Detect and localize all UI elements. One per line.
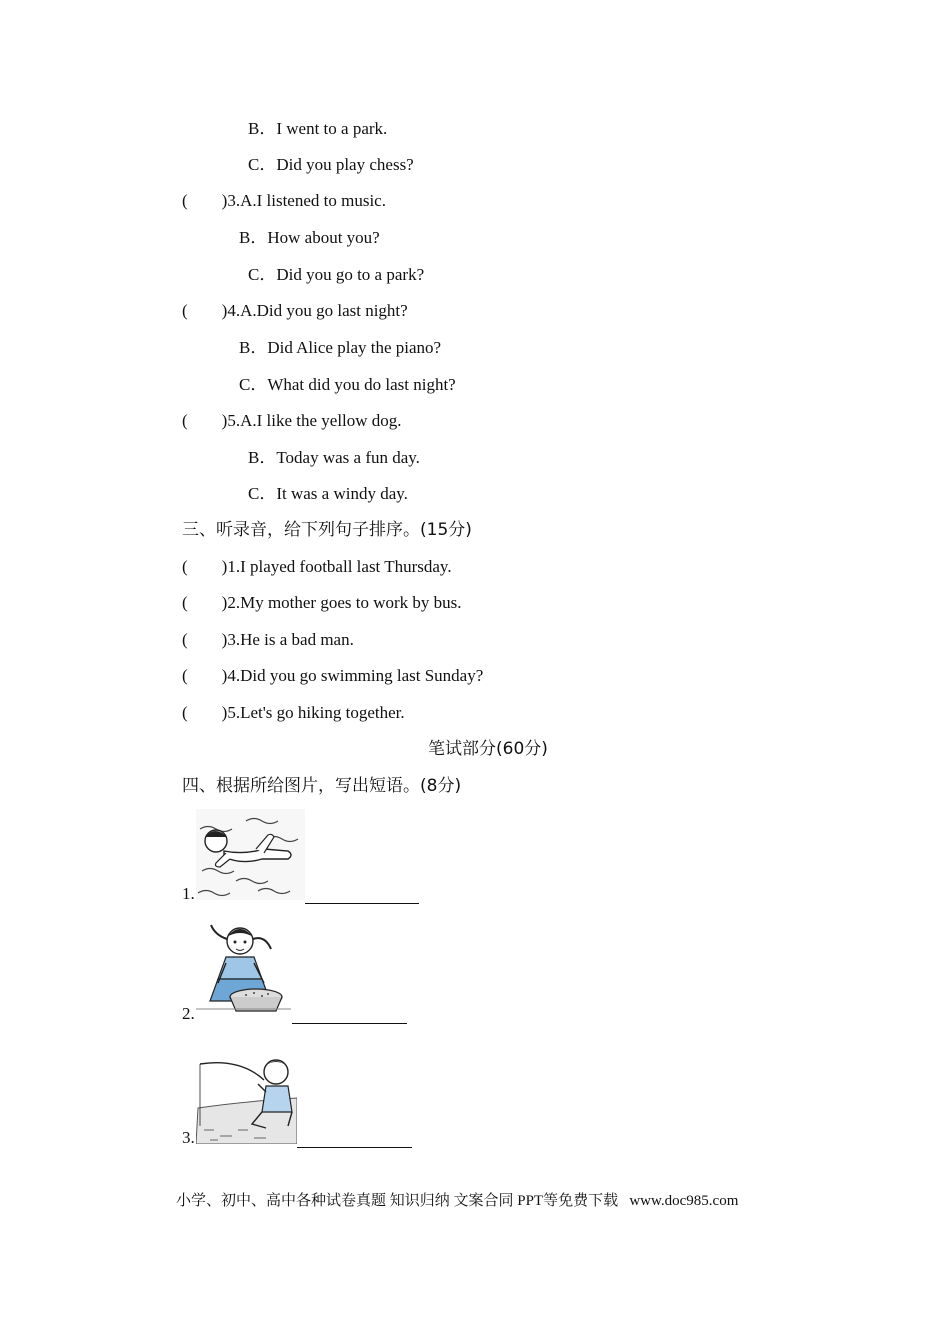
option-line: C．Did you go to a park? <box>248 265 425 284</box>
written-part-title: 笔试部分(60分) <box>428 739 548 759</box>
option-line: C．What did you do last night? <box>239 375 456 394</box>
question-line: ( )5.A.I like the yellow dog. <box>182 411 402 430</box>
fishing-picture <box>196 1052 297 1144</box>
swimming-picture <box>196 809 305 900</box>
question-line: ( )3.A.I listened to music. <box>182 191 386 210</box>
item-number: 2. <box>182 1004 195 1023</box>
answer-blank[interactable] <box>305 903 419 904</box>
item-number: 3. <box>182 1128 195 1147</box>
section3-heading: 三、听录音，给下列句子排序。(15分) <box>182 520 472 540</box>
option-line: C．Did you play chess? <box>248 155 414 174</box>
option-line: B．How about you? <box>239 228 380 247</box>
option-line: B．Today was a fun day. <box>248 448 420 467</box>
order-item: ( )5.Let's go hiking together. <box>182 703 405 722</box>
order-item: ( )4.Did you go swimming last Sunday? <box>182 666 484 685</box>
order-item: ( )1.I played football last Thursday. <box>182 557 452 576</box>
answer-blank[interactable] <box>292 1023 407 1024</box>
option-line: B．I went to a park. <box>248 119 388 138</box>
order-item: ( )2.My mother goes to work by bus. <box>182 593 462 612</box>
option-line: B．Did Alice play the piano? <box>239 338 442 357</box>
washing-clothes-picture <box>196 919 291 1020</box>
item-number: 1. <box>182 884 195 903</box>
option-line: C．It was a windy day. <box>248 484 408 503</box>
section4-heading: 四、根据所给图片，写出短语。(8分) <box>182 776 462 796</box>
footer-text: 小学、初中、高中各种试卷真题 知识归纳 文案合同 PPT等免费下载 www.doc985.com <box>176 1193 739 1209</box>
answer-blank[interactable] <box>297 1147 412 1148</box>
question-line: ( )4.A.Did you go last night? <box>182 301 408 320</box>
order-item: ( )3.He is a bad man. <box>182 630 354 649</box>
